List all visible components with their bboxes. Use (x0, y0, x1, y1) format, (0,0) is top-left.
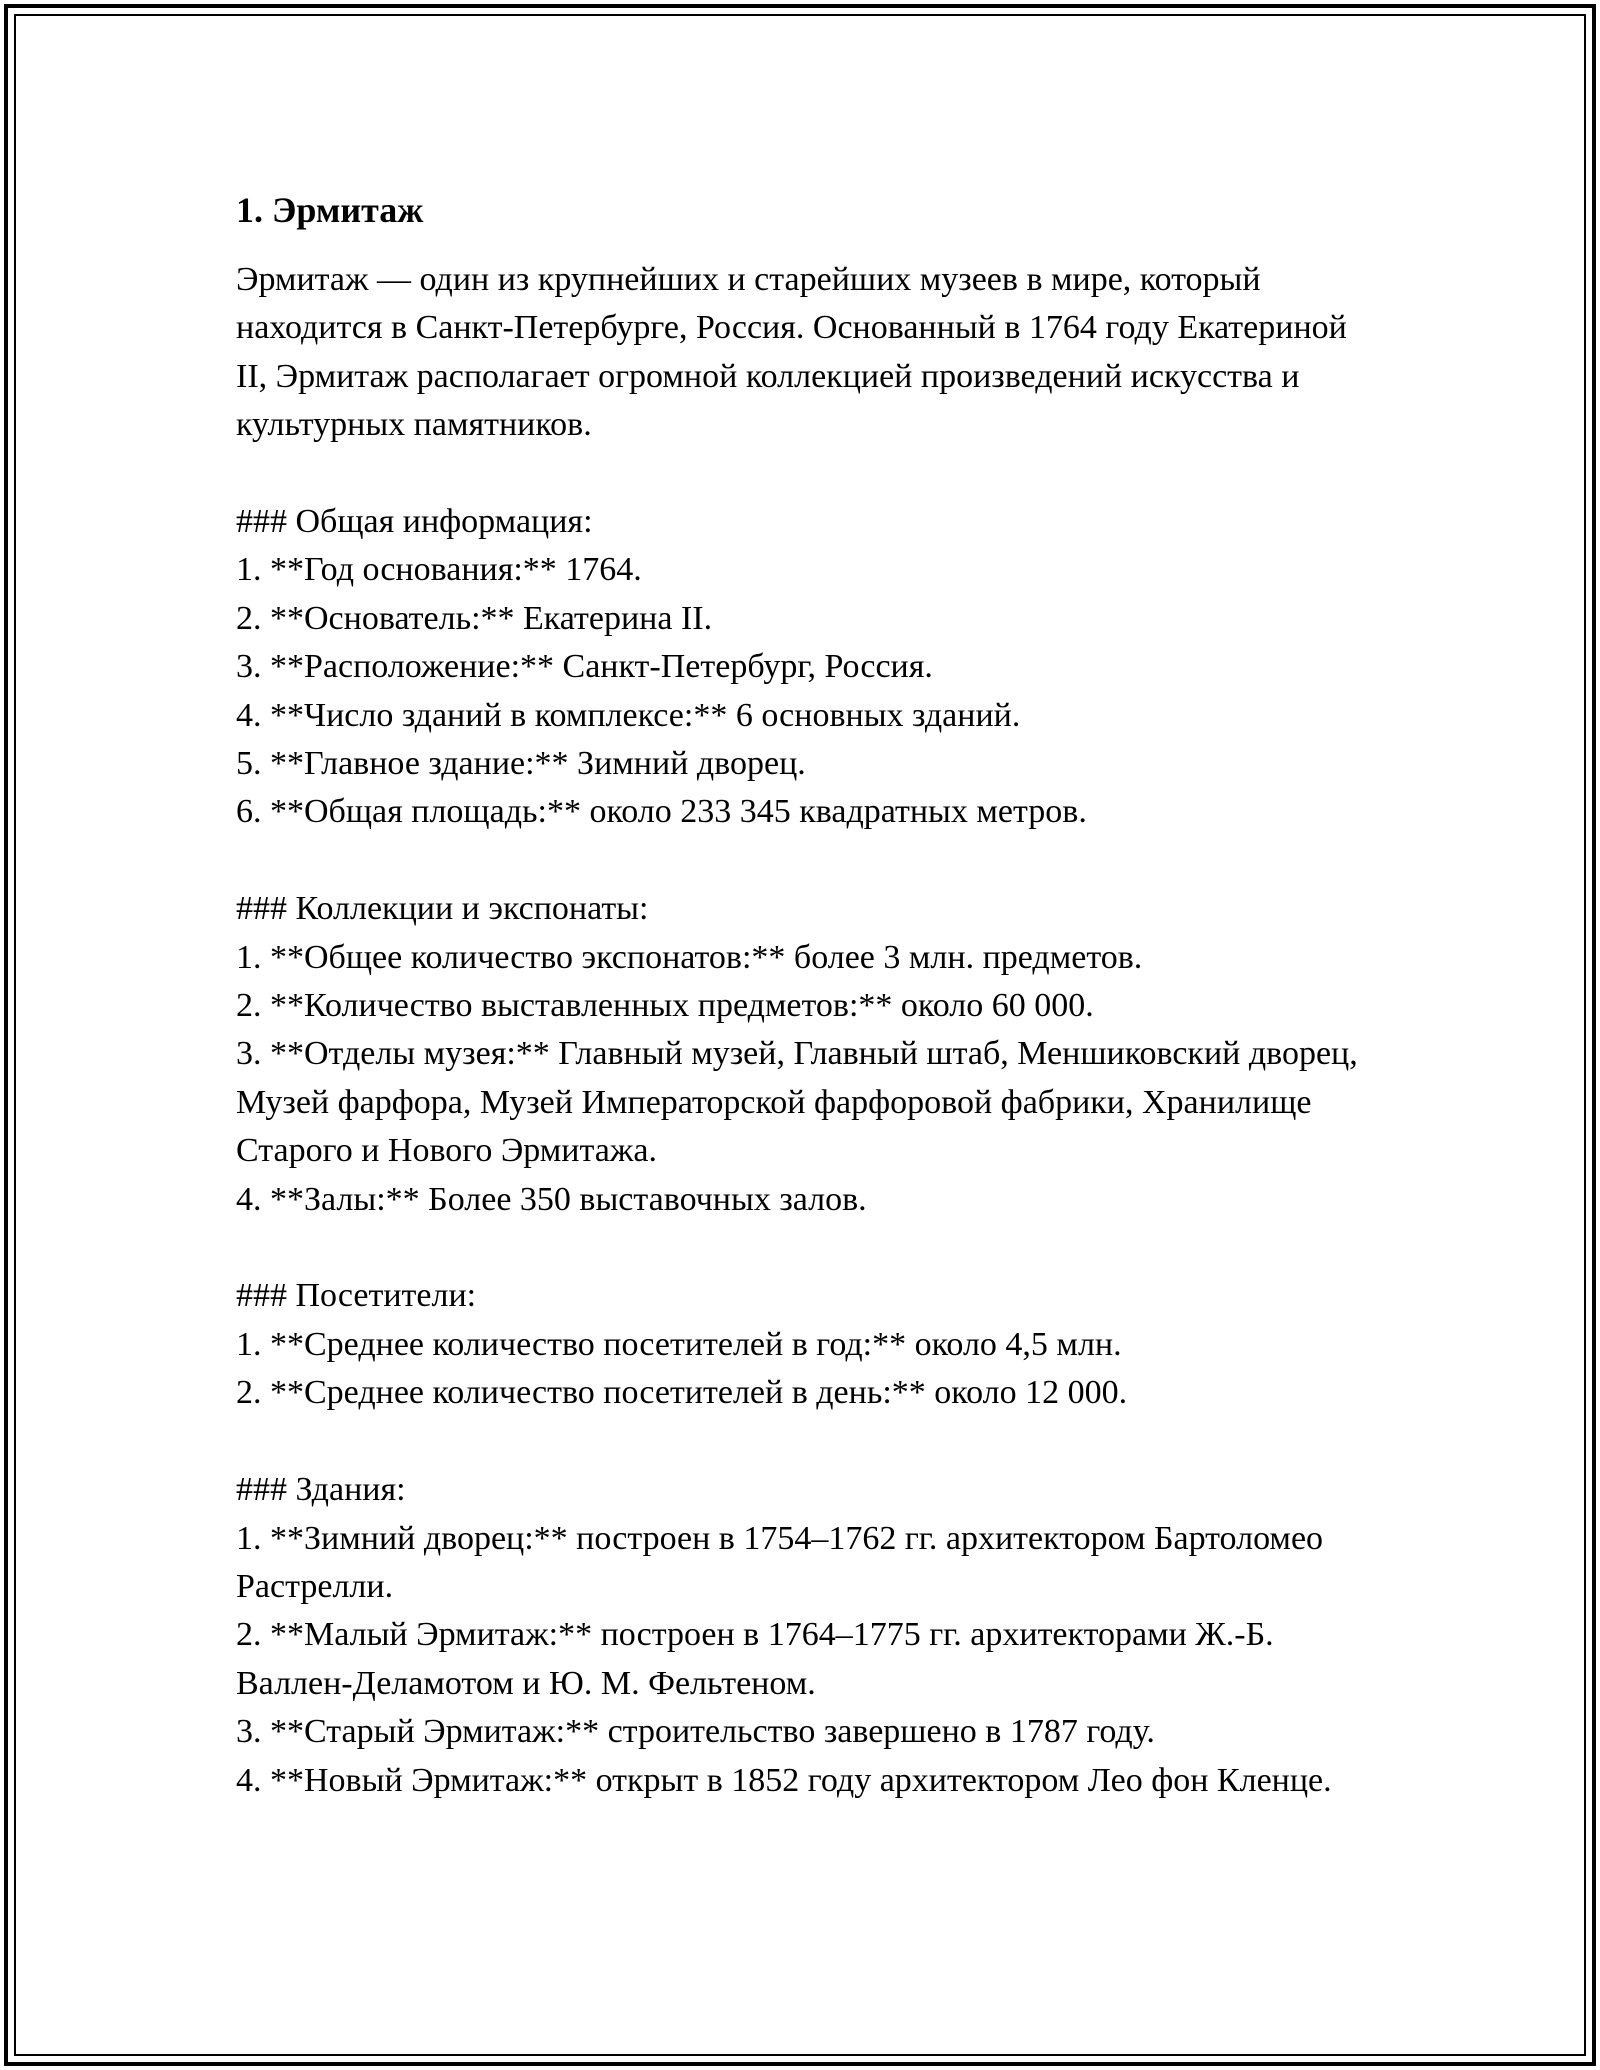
list-item: 1. **Зимний дворец:** построен в 1754–1762 гг. архитектором Бартоломео Растрелли. (236, 1519, 1324, 1605)
section-heading: ### Коллекции и экспонаты: (236, 890, 649, 928)
document-body (236, 186, 1386, 1805)
list-item: 4. **Число зданий в комплексе:** 6 основных зданий. (236, 696, 1021, 734)
section-heading: ### Общая информация: (236, 503, 593, 541)
section-visitors (236, 1272, 1386, 1417)
section-general-info (236, 498, 1386, 837)
list-item: 3. **Старый Эрмитаж:** строительство завершено в 1787 году. (236, 1713, 1155, 1751)
section-heading: ### Здания: (236, 1471, 406, 1509)
list-item: 1. **Среднее количество посетителей в год:** около 4,5 млн. (236, 1325, 1122, 1363)
list-item: 1. **Год основания:** 1764. (236, 551, 642, 589)
list-item: 4. **Залы:** Более 350 выставочных залов. (236, 1180, 867, 1218)
intro-paragraph: Эрмитаж — один из крупнейших и старейших музеев в мире, который находится в Санкт-Петербурге, Россия. Основанный в 1764 году Екатериной II, Эрмитаж располагает огромной коллекцией произведений искусства и культурных памятников. (236, 261, 1347, 444)
section-buildings (236, 1466, 1386, 1805)
document-title: 1. Эрмитаж (236, 190, 424, 230)
list-item: 3. **Отделы музея:** Главный музей, Главный штаб, Меншиковский дворец, Музей фарфора, Музей Императорской фарфоровой фабрики, Хранилище Старого и Нового Эрмитажа. (236, 1035, 1358, 1170)
list-item: 3. **Расположение:** Санкт-Петербург, Россия. (236, 648, 933, 686)
list-item: 6. **Общая площадь:** около 233 345 квадратных метров. (236, 793, 1087, 831)
list-item: 5. **Главное здание:** Зимний дворец. (236, 745, 806, 783)
list-item: 4. **Новый Эрмитаж:** открыт в 1852 году архитектором Лео фон Кленце. (236, 1761, 1332, 1799)
list-item: 2. **Малый Эрмитаж:** построен в 1764–1775 гг. архитекторами Ж.-Б. Валлен-Деламотом и Ю. М. Фельтеном. (236, 1616, 1274, 1702)
section-heading: ### Посетители: (236, 1277, 477, 1315)
list-item: 2. **Основатель:** Екатерина II. (236, 599, 713, 637)
list-item: 1. **Общее количество экспонатов:** более 3 млн. предметов. (236, 938, 1143, 976)
list-item: 2. **Среднее количество посетителей в день:** около 12 000. (236, 1374, 1128, 1412)
list-item: 2. **Количество выставленных предметов:** около 60 000. (236, 987, 1094, 1025)
section-collections (236, 885, 1386, 1224)
